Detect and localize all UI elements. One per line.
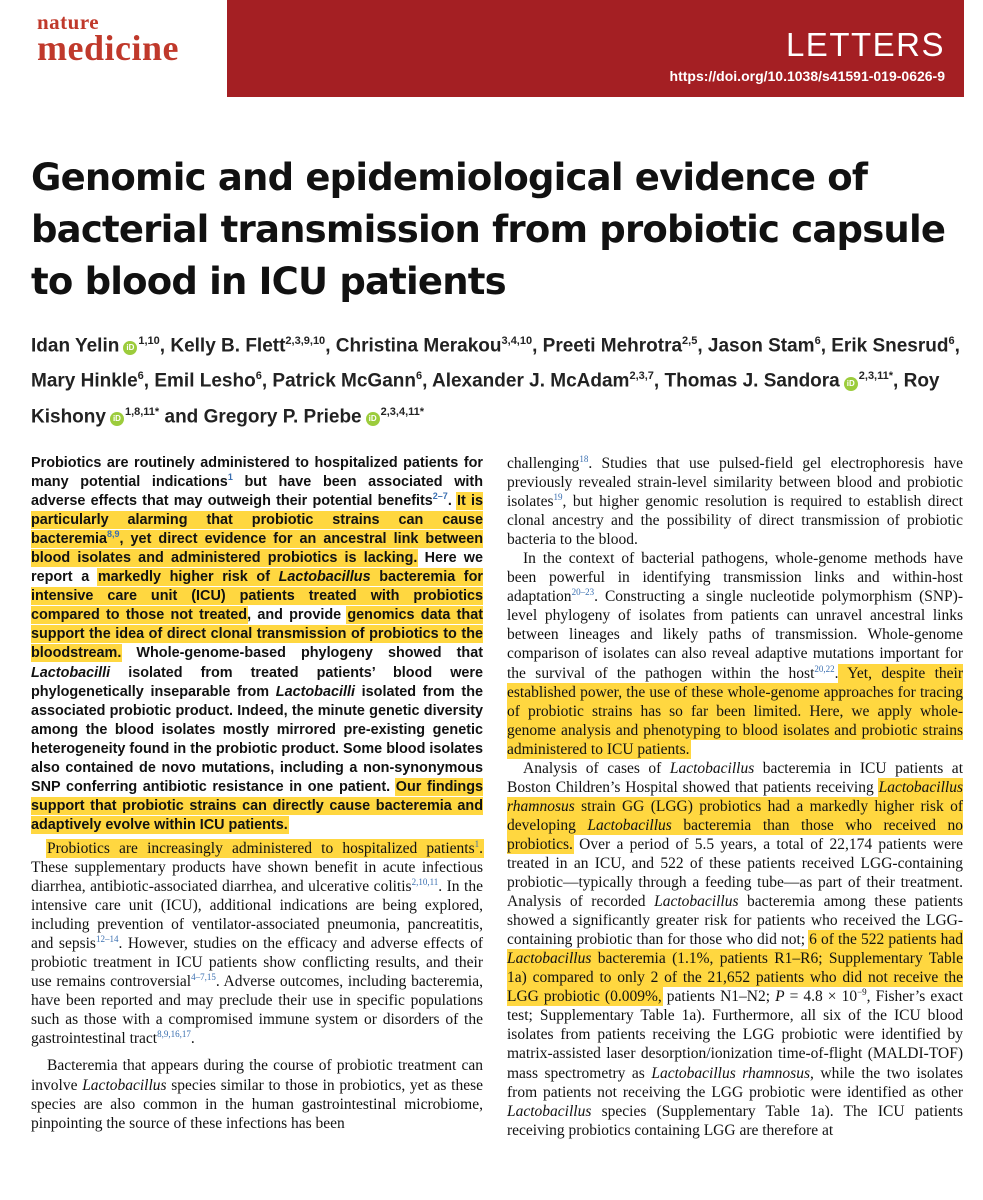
highlight: Our findings support that probiotic strains can directly cause bacteremia and adaptively evolve within ICU patients. <box>31 778 483 833</box>
author-name[interactable]: Gregory P. Priebe <box>203 405 362 427</box>
author-name[interactable]: Jason Stam <box>707 335 815 357</box>
highlight: markedly higher risk of Lactobacillus bacteremia for intensive care unit (ICU) patients treated with probiotics compared to those not treated <box>31 569 483 624</box>
author-affiliation: 6 <box>416 370 423 383</box>
author-affiliation: 6 <box>814 335 821 347</box>
author-affiliation: 2,3,4,11* <box>380 405 425 418</box>
highlight: Probiotics are increasingly administered to hospitalized patients$^1$. <box>47 838 483 857</box>
author-name[interactable]: Erik Snesrud <box>831 335 949 357</box>
orcid-icon[interactable]: iD <box>123 341 137 355</box>
author-affiliation: 2,5 <box>682 335 698 347</box>
journal-logo <box>37 12 179 66</box>
author-affiliation: 1,8,11* <box>124 405 160 418</box>
article-title: Genomic and epidemiological evidence of bacterial transmission from probiotic capsule to blood in ICU patients <box>31 156 946 303</box>
highlight: 6 of the 522 patients had Lactobacillus bacteremia (1.1%, patients R1–R6; Supplementary Table 1a) compared to only 2 of the 21,652 patients who did not receive the LGG probiotic (0.009%, <box>507 931 963 1006</box>
paragraph: Probiotics are increasingly administered to hospitalized patients$^1$. These supplementary products have shown benefit in acute infectious diarrhea, antibiotic-associated diarrhea, and ulcerative colitis$^{2,10,11}$. In the intensive care unit (ICU), additional indications are being explored, including prevention of ventilator-associated pneumonia, pancreatitis, and sepsis$^{12-14}$. However, studies on the efficacy and adverse effects of probiotic treatment in ICU patients show conflicting results, and their use remains controversial$^{4-7,15}$. Adverse outcomes, including bacteremia, have been reported and may preclude their use in specific populations such as those with a compromised immune system or disorders of the gastrointestinal tract$^{8,9,16,17}$. <box>31 838 483 1048</box>
author-affiliation: 6 <box>948 335 955 347</box>
author-affiliation: 2,3,11* <box>858 370 894 383</box>
logo-nature: nature <box>37 10 100 34</box>
orcid-icon[interactable]: iD <box>366 412 380 426</box>
logo-medicine: medicine <box>37 28 179 68</box>
author-affiliation: 1,10 <box>138 335 160 347</box>
author-affiliation: 2,3,7 <box>629 370 654 383</box>
highlight: genomics data that support the idea of direct clonal transmission of probiotics to the bloodstream. <box>31 607 484 662</box>
orcid-icon[interactable]: iD <box>110 412 124 426</box>
author-name[interactable]: Preeti Mehrotra <box>542 335 683 357</box>
author-name[interactable]: Mary Hinkle <box>31 370 138 392</box>
author-affiliation: 6 <box>137 370 144 383</box>
highlight: Lactobacillus rhamnosus strain GG (LGG) probiotics had a markedly higher risk of developing Lactobacillus bacteremia than those who received no probiotics. <box>507 778 963 853</box>
author-affiliation: 6 <box>255 370 262 383</box>
right-column <box>507 454 963 1140</box>
paragraph: Bacteremia that appears during the course of probiotic treatment can involve Lactobacillus species similar to those in probiotics, yet as these species are also common in the human gastrointestinal microbiome, pinpointing the source of these infections has been <box>31 1057 483 1132</box>
author-name[interactable]: Roy Kishony <box>31 370 940 427</box>
highlight: It is particularly alarming that probiotic strains can cause bacteremia$^{8,9}$, yet direct evidence for an ancestral link between blood isolates and administered probiotics is lacking. <box>31 493 483 567</box>
paragraph: Analysis of cases of Lactobacillus bacteremia in ICU patients at Boston Children’s Hospital showed that patients receiving Lactobacillus rhamnosus strain GG (LGG) probiotics had a markedly higher risk of developing Lactobacillus bacteremia than those who received no probiotics. Over a period of 5.5 years, a total of 22,174 patients were treated in an ICU, and 522 of these patients received LGG-containing probiotic—typically through a feeding tube—as part of their treatment. Analysis of recorded Lactobacillus bacteremia among these patients showed a significantly greater risk for patients who received the LGG-containing probiotic than for those who did not; 6 of the 522 patients had Lactobacillus bacteremia (1.1%, patients R1–R6; Supplementary Table 1a) compared to only 2 of the 21,652 patients who did not receive the LGG probiotic (0.009%, patients N1–N2; $P = 4.8 \times 10^{-9}$, Fisher’s exact test; Supplementary Table 1a). Furthermore, all six of the ICU blood isolates from patients receiving the LGG probiotic were identified by matrix-assisted laser desorption/ionization time-of-flight (MALDI-TOF) mass spectrometry as Lactobacillus rhamnosus, while the two isolates from patients not receiving the LGG probiotic were identified as other Lactobacillus species (Supplementary Table 1a). The ICU patients receiving probiotics containing LGG are therefore at <box>507 759 964 1139</box>
author-affiliation: 3,4,10 <box>501 335 533 347</box>
author-name[interactable]: Kelly B. Flett <box>170 335 286 357</box>
highlight: Yet, despite their established power, the use of these whole-genome approaches for tracing of probiotic strains has so far been limited. Here, we apply whole-genome analysis and phenotyping to blood isolates and probiotic strains administered to ICU patients. <box>507 664 963 758</box>
author-affiliation: 2,3,9,10 <box>285 335 326 347</box>
author-name[interactable]: Emil Lesho <box>154 370 256 392</box>
author-name[interactable]: Alexander J. McAdam <box>431 370 630 392</box>
doi-link[interactable]: https://doi.org/10.1038/s41591-019-0626-9 <box>669 68 945 84</box>
author-name[interactable]: Thomas J. Sandora <box>664 370 840 392</box>
section-label: LETTERS <box>785 26 945 63</box>
author-name[interactable]: Idan Yelin <box>31 335 120 357</box>
author-name[interactable]: Patrick McGann <box>272 370 416 392</box>
left-column <box>31 454 483 1133</box>
author-list: Idan Yelin iD$^{1,10}$, Kelly B. Flett$^{2,3,9,10}$, Christina Merakou$^{3,4,10}$, Preeti Mehrotra$^{2,5}$, Jason Stam$^6$, Erik Snesrud$^6$, Mary Hinkle$^6$, Emil Lesho$^6$, Patrick McGann$^6$, Alexander J. McAdam$^{2,3,7}$, Thomas J. Sandora $iD^{2,3,11*}$, Roy Kishony $iD^{1,8,11*}$ and Gregory P. Priebe $iD^{2,3,4,11*}$ <box>31 335 960 427</box>
author-name[interactable]: Christina Merakou <box>335 335 502 357</box>
orcid-icon[interactable]: iD <box>844 377 858 391</box>
paragraph: In the context of bacterial pathogens, whole-genome methods have been powerful in identifying transmission links and within-host adaptation$^{20-23}$. Constructing a single nucleotide polymorphism (SNP)-level phylogeny of isolates from patients can unravel ancestral links between lineages and likely paths of transmission. Whole-genome comparison of isolates can also reveal adaptive mutations important for the survival of the pathogen within the host$^{20,22}$. Yet, despite their established power, the use of these whole-genome approaches for tracing of probiotic strains has so far been limited. Here, we apply whole-genome analysis and phenotyping to blood isolates and probiotic strains administered to ICU patients. <box>507 550 963 758</box>
abstract: Probiotics are routinely administered to hospitalized patients for many potential indications$^1$ but have been associated with adverse effects that may outweigh their potential benefits$^{2-7}$. It is particularly alarming that probiotic strains can cause bacteremia$^{8,9}$, yet direct evidence for an ancestral link between blood isolates and administered probiotics is lacking. Here we report a markedly higher risk of Lactobacillus bacteremia for intensive care unit (ICU) patients treated with probiotics compared to those not treated, and provide genomics data that support the idea of direct clonal transmission of probiotics to the bloodstream. Whole-genome-based phylogeny showed that Lactobacilli isolated from treated patients’ blood were phylogenetically inseparable from Lactobacilli isolated from the associated probiotic product. Indeed, the minute genetic diversity among the blood isolates mostly mirrored pre-existing genetic heterogeneity found in the probiotic product. Some blood isolates also contained de novo mutations, including a non-synonymous SNP conferring antibiotic resistance in one patient. Our findings support that probiotic strains can directly cause bacteremia and adaptively evolve within ICU patients. <box>31 455 484 833</box>
paragraph: challenging$^{18}$. Studies that use pulsed-field gel electrophoresis have previously revealed strain-level similarity between blood and probiotic isolates$^{19}$, but higher genomic resolution is required to establish direct clonal ancestry and the possibility of direct transmission of probiotic bacteria to the blood. <box>507 453 963 549</box>
